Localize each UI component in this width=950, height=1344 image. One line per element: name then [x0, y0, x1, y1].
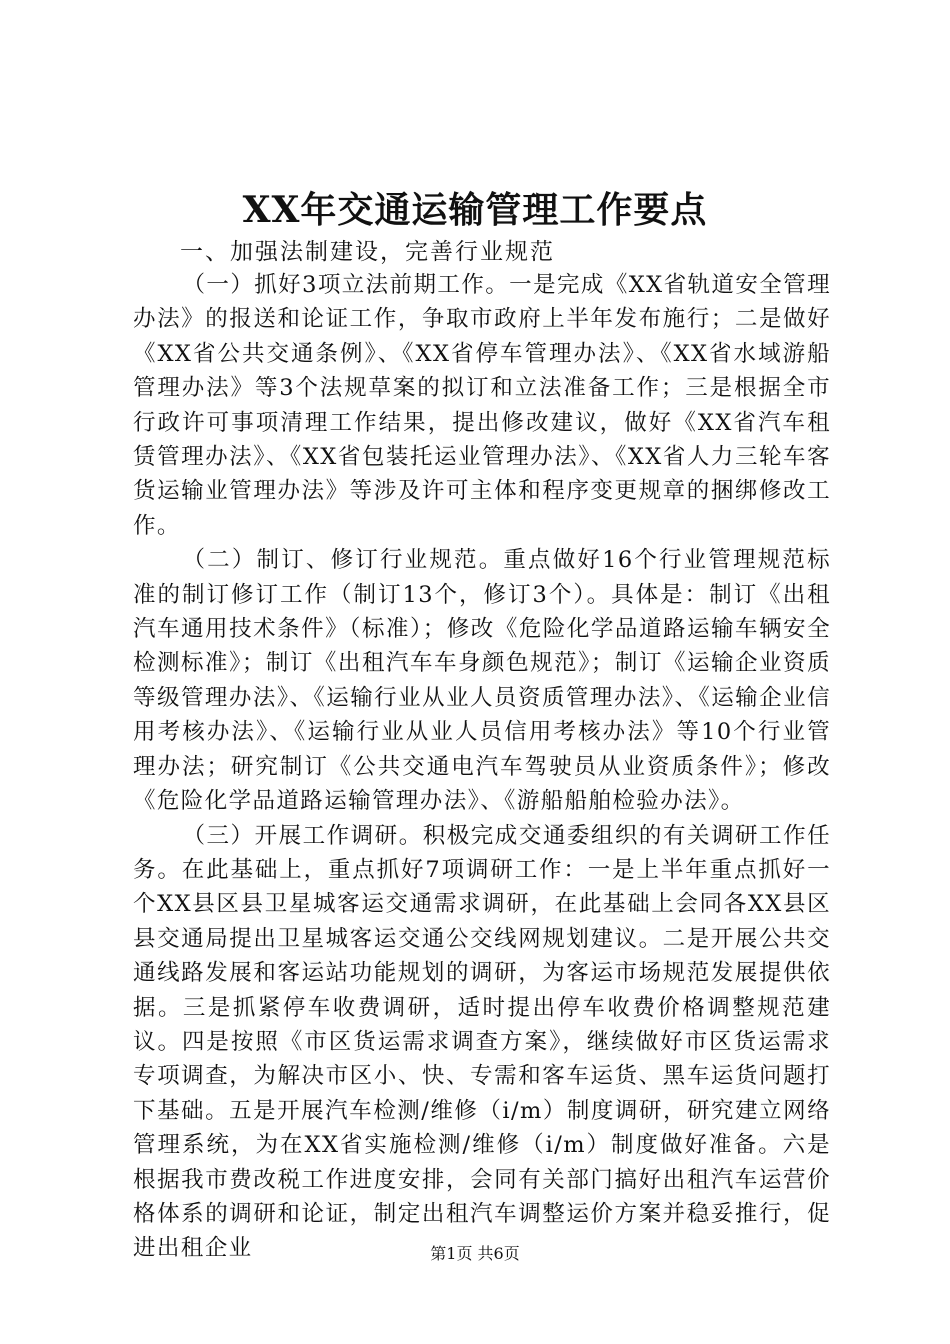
page-footer: 第1页 共6页 [430, 1244, 520, 1263]
paragraph-1: （一）抓好3项立法前期工作。一是完成《XX省轨道安全管理办法》的报送和论证工作，争取市政府上半年发布施行；二是做好《XX省公共交通条例》、《XX省停车管理办法》、《XX省水域游船管理办法》等3个法规草案的拟订和立法准备工作；三是根据全市行政许可事项清理工作结果，提出修改建议，做好《XX省汽车租赁管理办法》、《XX省包装托运业管理办法》、《XX省人力三轮车客货运输业管理办法》等涉及许可主体和程序变更规章的捆绑修改工作。 [133, 272, 831, 539]
document-body [133, 268, 831, 1266]
paragraph-3: （三）开展工作调研。积极完成交通委组织的有关调研工作任务。在此基础上，重点抓好7项调研工作：一是上半年重点抓好一个XX县区县卫星城客运交通需求调研，在此基础上会同各XX县区县交通局提出卫星城客运交通公交线网规划建议。二是开展公共交通线路发展和客运站功能规划的调研，为客运市场规范发展提供依据。三是抓紧停车收费调研，适时提出停车收费价格调整规范建议。四是按照《市区货运需求调查方案》，继续做好市区货运需求专项调查，为解决市区小、快、专需和客车运货、黑车运货问题打下基础。五是开展汽车检测/维修（i/m）制度调研，研究建立网络管理系统，为在XX省实施检测/维修（i/m）制度做好准备。六是根据我市费改税工作进度安排，会同有关部门搞好出租汽车运营价格体系的调研和论证，制定出租汽车调整运价方案并稳妥推行，促进出租企业 [133, 822, 831, 1262]
paragraph-2: （二）制订、修订行业规范。重点做好16个行业管理规范标准的制订修订工作（制订13个，修订3个）。具体是：制订《出租汽车通用技术条件》（标准）；修改《危险化学品道路运输车辆安全检测标准》；制订《出租汽车车身颜色规范》；制订《运输企业资质等级管理办法》、《运输行业从业人员资质管理办法》、《运输企业信用考核办法》、《运输行业从业人员信用考核办法》等10个行业管理办法；研究制订《公共交通电汽车驾驶员从业资质条件》；修改《危险化学品道路运输管理办法》、《游船船舶检验办法》。 [133, 547, 831, 815]
document-title: XX年交通运输管理工作要点 [242, 189, 708, 231]
section-heading: 一、加强法制建设，完善行业规范 [180, 239, 555, 265]
